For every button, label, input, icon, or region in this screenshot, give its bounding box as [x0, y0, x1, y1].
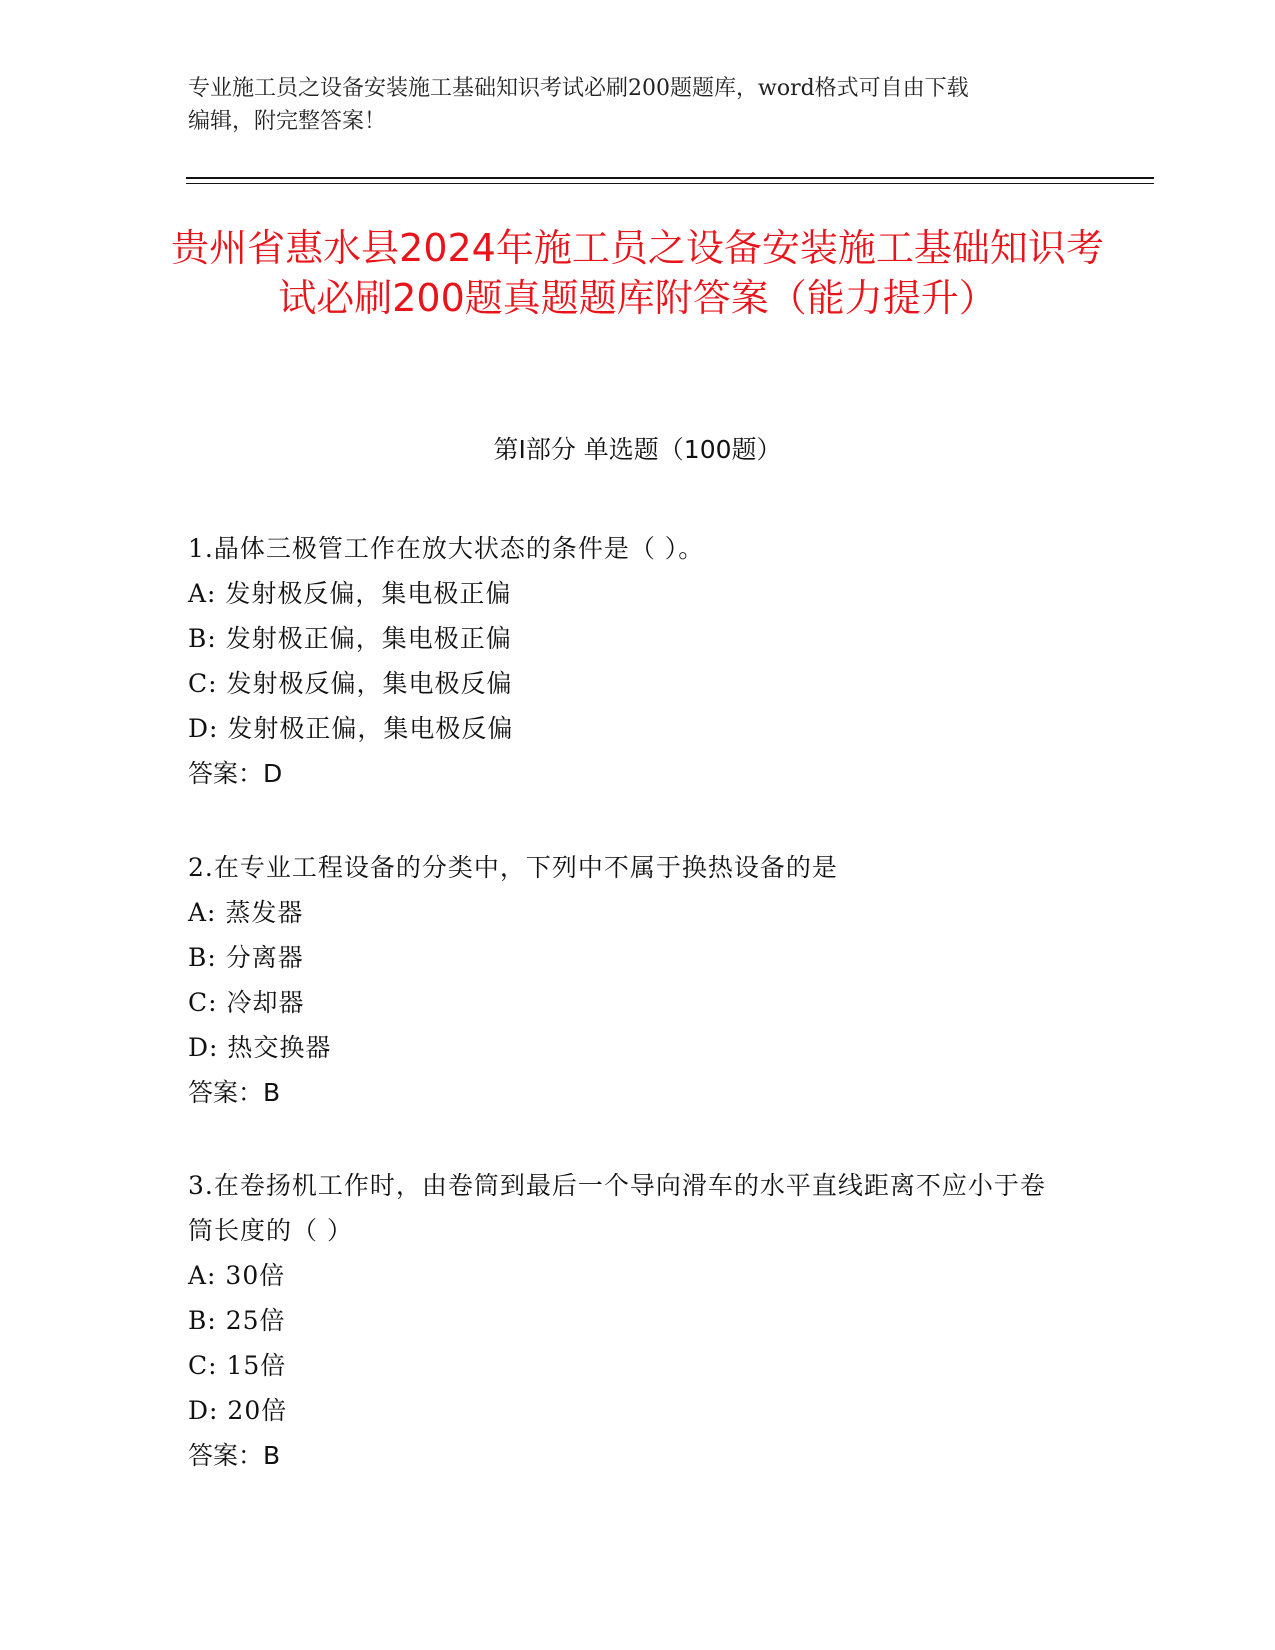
header-divider-thick [186, 177, 1154, 179]
option-a: A: 蒸发器 [188, 898, 304, 927]
answer: 答案：B [188, 1441, 281, 1470]
option-d: D: 热交换器 [188, 1033, 332, 1062]
header-divider-thin [186, 183, 1154, 184]
answer: 答案：B [188, 1078, 281, 1107]
question-3 [188, 1163, 1088, 1478]
header-note-line-2: 编辑，附完整答案！ [188, 109, 387, 134]
option-d: D: 发射极正偏，集电极反偏 [188, 714, 514, 743]
question-stem: 1.晶体三极管工作在放大状态的条件是（ ）。 [188, 534, 705, 563]
question-stem: 3.在卷扬机工作时，由卷筒到最后一个导向滑车的水平直线距离不应小于卷筒长度的（ ） [188, 1171, 1046, 1245]
question-2 [188, 845, 1088, 1115]
option-c: C: 15倍 [188, 1351, 287, 1380]
option-c: C: 冷却器 [188, 988, 305, 1017]
header-note-line-1: 专业施工员之设备安装施工基础知识考试必刷200题题库，word格式可自由下载 [188, 76, 969, 101]
option-a: A: 发射极反偏，集电极正偏 [188, 579, 512, 608]
option-b: B: 分离器 [188, 943, 304, 972]
option-a: A: 30倍 [188, 1261, 286, 1290]
option-b: B: 25倍 [188, 1306, 286, 1335]
question-1 [188, 526, 1088, 796]
option-c: C: 发射极反偏，集电极反偏 [188, 669, 513, 698]
section-title: 第Ⅰ部分 单选题（100题） [493, 435, 782, 464]
document-title: 贵州省惠水县2024年施工员之设备安装施工基础知识考试必刷200题真题题库附答案（能力提升） [171, 226, 1104, 320]
option-d: D: 20倍 [188, 1396, 288, 1425]
header-note [188, 72, 1088, 138]
answer: 答案：D [188, 759, 283, 788]
option-b: B: 发射极正偏，集电极正偏 [188, 624, 512, 653]
question-stem: 2.在专业工程设备的分类中，下列中不属于换热设备的是 [188, 853, 838, 882]
